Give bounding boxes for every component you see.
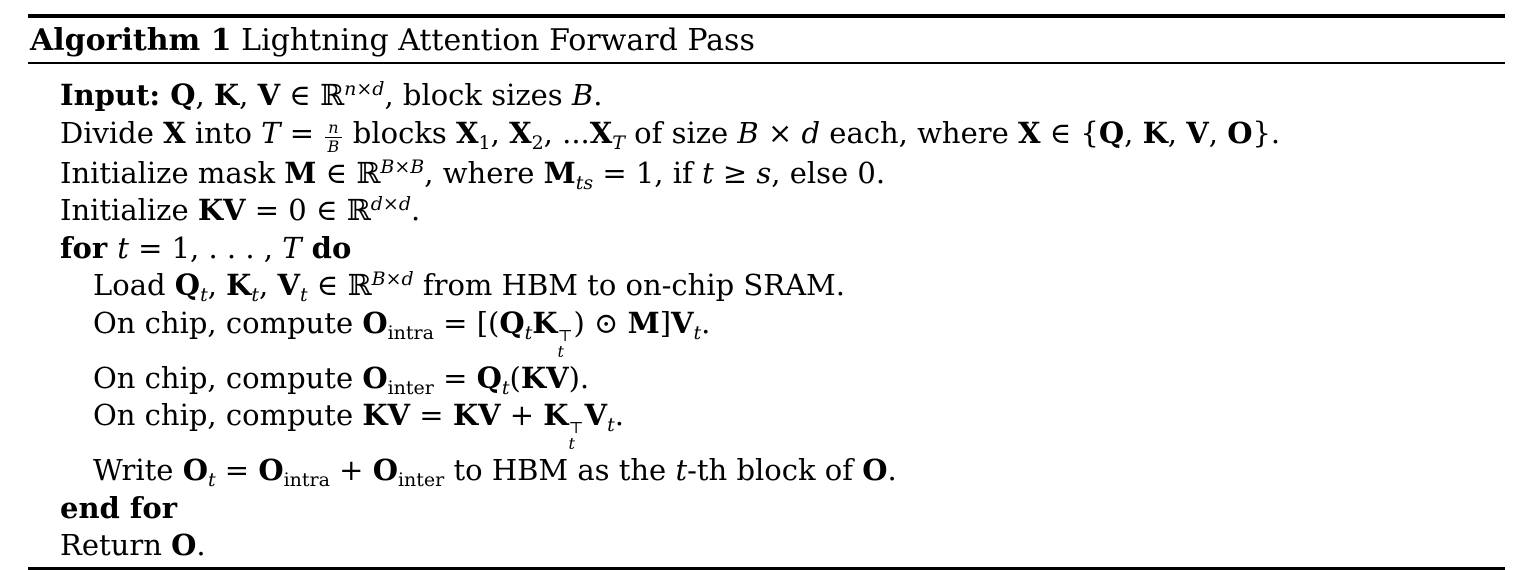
- algorithm-line-2: [60, 115, 1505, 155]
- algorithm-line-8: [60, 360, 1505, 398]
- text-segment: into: [185, 115, 262, 150]
- text-segment: ,: [239, 78, 258, 112]
- text-segment: KV: [362, 398, 411, 432]
- text-segment: O: [862, 453, 888, 487]
- text-segment: K: [543, 398, 569, 432]
- text-segment: +: [329, 453, 373, 487]
- text-segment: +: [500, 398, 544, 432]
- text-segment: Divide: [60, 115, 164, 150]
- text-segment: 2: [531, 131, 544, 154]
- text-segment: Q: [170, 78, 196, 112]
- text-segment: Return: [60, 528, 172, 562]
- fraction-denominator: B: [327, 136, 340, 156]
- text-segment: B: [571, 78, 594, 112]
- text-segment: d: [801, 115, 821, 150]
- block-index-subscript: t: [568, 434, 575, 453]
- text-segment: KV: [197, 193, 246, 227]
- text-segment: to HBM as the: [444, 453, 676, 487]
- text-segment: -th block of: [687, 453, 863, 487]
- text-segment: X: [456, 115, 479, 150]
- text-segment: V: [671, 305, 694, 340]
- text-segment: =: [215, 453, 259, 487]
- text-segment: for: [60, 230, 118, 265]
- text-segment: .: [593, 78, 603, 112]
- text-segment: d×d: [370, 193, 412, 215]
- text-segment: .: [614, 398, 624, 432]
- text-segment: t: [117, 230, 129, 265]
- text-segment: t: [693, 321, 702, 344]
- text-segment: from HBM to on-chip SRAM.: [413, 268, 845, 302]
- text-segment: =: [410, 398, 453, 432]
- text-segment: 1: [478, 131, 491, 154]
- text-segment: KV: [520, 360, 569, 395]
- fraction: [325, 117, 341, 156]
- text-segment: ∈ ℝ: [307, 268, 372, 302]
- text-segment: Q: [1098, 115, 1125, 150]
- algorithm-body: [28, 64, 1505, 565]
- text-segment: T: [261, 115, 281, 150]
- text-segment: O: [258, 453, 284, 487]
- text-segment: ts: [575, 171, 594, 194]
- text-segment: O: [1227, 115, 1253, 150]
- text-segment: of size: [624, 115, 738, 150]
- algorithm-title: Lightning Attention Forward Pass: [241, 23, 755, 58]
- text-segment: t: [501, 376, 510, 399]
- text-segment: .: [411, 193, 421, 227]
- text-segment: X: [589, 115, 613, 150]
- transpose-symbol: ⊤: [557, 325, 573, 345]
- text-segment: n×d: [344, 78, 385, 100]
- algorithm-line-10: [60, 452, 1505, 490]
- text-segment: V: [1186, 115, 1209, 150]
- text-segment: Initialize: [60, 193, 198, 227]
- text-segment: ]: [659, 305, 672, 340]
- text-segment: ,: [207, 268, 227, 302]
- text-segment: Input:: [60, 78, 171, 112]
- text-segment: M: [284, 155, 317, 190]
- text-segment: X: [163, 115, 186, 150]
- text-segment: B×d: [371, 268, 414, 290]
- text-segment: O: [182, 453, 208, 487]
- algorithm-line-4: [60, 192, 1505, 230]
- text-segment: T: [612, 131, 625, 154]
- text-segment: end for: [60, 490, 178, 525]
- text-segment: = [(: [433, 305, 500, 340]
- fraction-numerator: n: [325, 120, 341, 138]
- text-segment: K: [532, 305, 558, 340]
- text-segment: X: [509, 115, 532, 150]
- text-segment: t: [607, 414, 615, 436]
- text-segment: t: [524, 321, 533, 344]
- text-segment: K: [213, 78, 240, 112]
- text-segment: inter: [387, 376, 434, 399]
- text-segment: Q: [476, 360, 502, 395]
- text-segment: , where: [424, 155, 544, 190]
- text-segment: =: [280, 115, 324, 150]
- text-segment: = 1, if: [593, 155, 702, 190]
- text-segment: Initialize mask: [60, 155, 285, 190]
- text-segment: ,: [1208, 115, 1228, 150]
- algorithm-header: [28, 18, 1505, 62]
- block-index-subscript: t: [557, 341, 564, 361]
- text-segment: Q: [174, 268, 201, 302]
- text-segment: On chip, compute: [93, 360, 363, 395]
- algorithm-line-9: [60, 397, 1505, 452]
- algorithm-box: [28, 14, 1505, 570]
- sub-sup-stack: [569, 420, 584, 452]
- text-segment: intra: [283, 469, 330, 491]
- text-segment: , block sizes: [384, 78, 572, 112]
- text-segment: M: [543, 155, 576, 190]
- text-segment: =: [433, 360, 477, 395]
- text-segment: t: [251, 284, 259, 306]
- text-segment: inter: [397, 469, 445, 491]
- text-segment: ,: [490, 115, 510, 150]
- text-segment: t: [299, 284, 308, 306]
- algorithm-line-1: [60, 77, 1505, 115]
- text-segment: }.: [1252, 115, 1281, 150]
- text-segment: s: [756, 155, 772, 190]
- text-segment: M: [627, 305, 660, 340]
- text-segment: (: [509, 360, 521, 395]
- text-segment: , else 0.: [771, 155, 886, 190]
- text-segment: ∈ ℝ: [280, 78, 345, 112]
- text-segment: Load: [93, 268, 175, 302]
- text-segment: each, where: [820, 115, 1018, 150]
- text-segment: O: [362, 360, 388, 395]
- text-segment: = 0 ∈ ℝ: [245, 193, 371, 227]
- text-segment: = 1, . . . ,: [128, 230, 283, 265]
- text-segment: Write: [93, 453, 183, 487]
- text-segment: ,: [195, 78, 214, 112]
- text-segment: t: [207, 469, 216, 491]
- text-segment: intra: [387, 321, 434, 344]
- algorithm-label: Algorithm 1: [30, 23, 232, 58]
- text-segment: t: [675, 453, 688, 487]
- algorithm-line-12: [60, 527, 1505, 565]
- text-segment: KV: [452, 398, 501, 432]
- text-segment: t: [701, 155, 714, 190]
- text-segment: V: [277, 268, 300, 302]
- text-segment: do: [301, 230, 352, 265]
- text-segment: ,: [259, 268, 278, 302]
- text-segment: .: [701, 305, 711, 340]
- algorithm-line-6: [60, 267, 1505, 305]
- text-segment: X: [1018, 115, 1041, 150]
- text-segment: ∈ {: [1040, 115, 1099, 150]
- algorithm-line-5: [60, 230, 1505, 268]
- text-segment: ) ⊙: [573, 305, 628, 340]
- text-segment: T: [282, 230, 302, 265]
- text-segment: V: [584, 398, 608, 432]
- text-segment: B×B: [380, 155, 425, 178]
- text-segment: , ...: [543, 115, 590, 150]
- algorithm-line-11: [60, 490, 1505, 528]
- text-segment: t: [200, 284, 208, 306]
- text-segment: On chip, compute: [93, 398, 363, 432]
- text-segment: .: [196, 528, 206, 562]
- text-segment: K: [226, 268, 252, 302]
- text-segment: .: [887, 453, 897, 487]
- text-segment: On chip, compute: [93, 305, 363, 340]
- text-segment: ,: [1124, 115, 1143, 150]
- algorithm-line-3: [60, 155, 1505, 193]
- bottom-rule: [28, 567, 1505, 570]
- text-segment: ∈ ℝ: [316, 155, 381, 190]
- text-segment: O: [171, 528, 197, 562]
- text-segment: ).: [568, 360, 590, 395]
- text-segment: ,: [1167, 115, 1187, 150]
- transpose-symbol: ⊤: [568, 418, 584, 437]
- text-segment: B: [737, 115, 759, 150]
- text-segment: ≥: [713, 155, 757, 190]
- sub-sup-stack: [557, 325, 573, 361]
- text-segment: K: [1142, 115, 1168, 150]
- text-segment: Q: [499, 305, 525, 340]
- text-segment: blocks: [343, 115, 457, 150]
- text-segment: ×: [758, 115, 802, 150]
- text-segment: O: [372, 453, 398, 487]
- text-segment: V: [257, 78, 281, 112]
- text-segment: O: [362, 305, 388, 340]
- algorithm-line-7: [60, 305, 1505, 360]
